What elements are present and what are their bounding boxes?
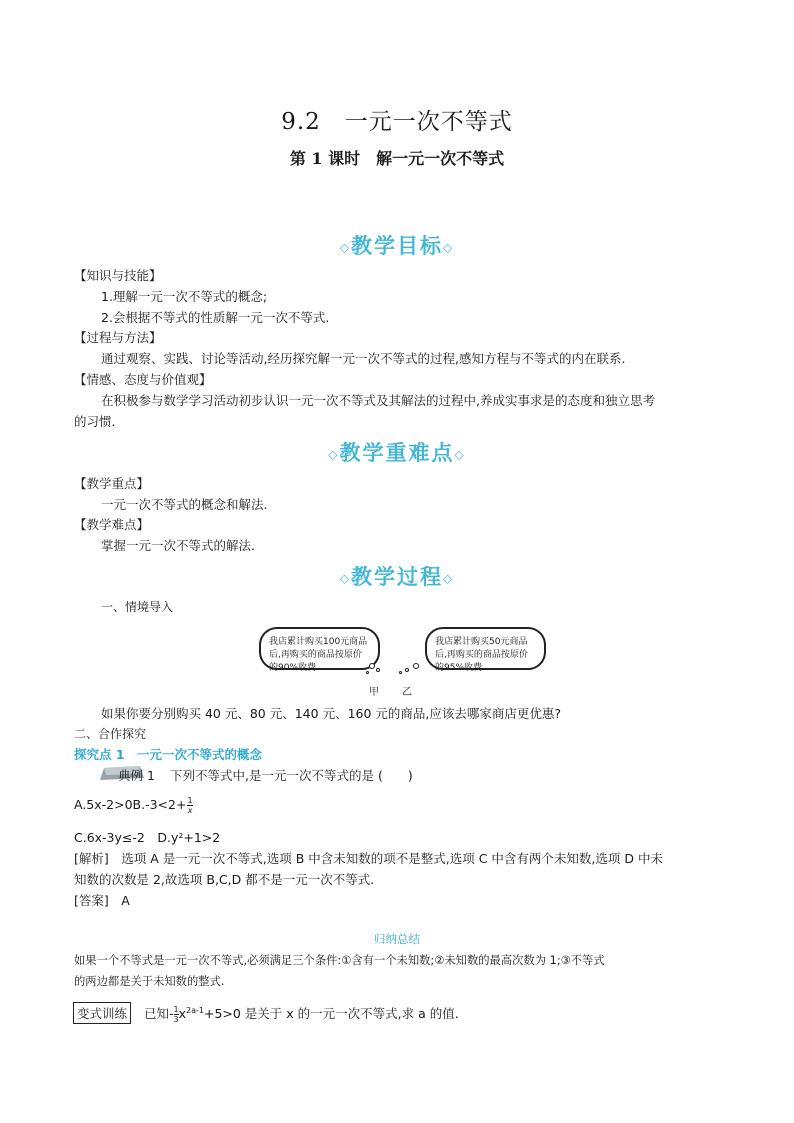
summary-line-1: 如果一个不等式是一元一次不等式,必须满足三个条件:①含有一个未知数;②未知数的最高次数为 1;③不等式	[74, 954, 605, 967]
answer-value: A	[121, 893, 130, 908]
section-process	[0, 561, 794, 591]
thought-dot	[405, 668, 409, 672]
summary-title: 归纳总结	[374, 932, 420, 946]
explore-point-title: 探究点 1 一元一次不等式的概念	[74, 747, 263, 762]
label-jia: 甲	[369, 687, 379, 698]
analysis-line-1	[74, 849, 663, 867]
diamond-icon: ◇	[443, 571, 455, 586]
section-objectives	[0, 230, 794, 260]
step-cooperative: 二、合作探究	[74, 727, 147, 741]
emotion-label: 【情感、态度与价值观】	[74, 372, 212, 387]
variant-text-pre: 已知-	[144, 1006, 174, 1021]
speech-bubble-right: 我店累计购买50元商品后,再购买的商品按原价的95%收费.	[425, 627, 546, 670]
variant-training-tag: 变式训练	[73, 1002, 131, 1024]
thought-dot	[366, 671, 369, 674]
label-yi: 乙	[402, 687, 412, 698]
fraction-denominator: 3	[173, 1015, 179, 1024]
section-key-points	[0, 437, 794, 467]
option-c-d: C.6x-3y≤-2 D.y²+1>2	[74, 830, 221, 845]
section-objectives-label: 教学目标	[351, 233, 443, 258]
analysis-label: [解析]	[74, 851, 109, 866]
section-key-points-label: 教学重难点	[339, 440, 455, 465]
knowledge-item-2: 2.会根据不等式的性质解一元一次不等式.	[101, 310, 330, 325]
speech-bubble-left: 我店累计购买100元商品后,再购买的商品按原价的90%收费.	[259, 627, 380, 670]
diamond-icon: ◇	[339, 240, 351, 255]
thought-dot	[376, 668, 380, 672]
thought-dot	[413, 663, 419, 669]
variant-question	[144, 1004, 459, 1024]
emotion-text-line-1: 在积极参与数学学习活动初步认识一元一次不等式及其解法的过程中,养成实事求是的态度和独立思考	[101, 393, 655, 408]
example-label: 典例 1	[118, 768, 155, 783]
process-method-text: 通过观察、实践、讨论等活动,经历探究解一元一次不等式的过程,感知方程与不等式的内在联系.	[101, 351, 626, 366]
option-a-b-text: A.5x-2>0B.-3<2+	[74, 797, 187, 812]
emotion-text-line-2: 的习惯.	[74, 414, 116, 429]
diamond-icon: ◇	[339, 571, 351, 586]
focus-text: 一元一次不等式的概念和解法.	[101, 497, 268, 512]
process-method-label: 【过程与方法】	[74, 330, 162, 345]
analysis-text-1: 选项 A 是一元一次不等式,选项 B 中含未知数的项不是整式,选项 C 中含有两个未知数,选项 D 中未	[121, 851, 663, 866]
fraction-numerator: 1	[173, 1005, 179, 1014]
fraction-numerator: 1	[187, 796, 193, 805]
difficulty-text: 掌握一元一次不等式的解法.	[101, 538, 255, 553]
diamond-icon: ◇	[328, 447, 340, 462]
fraction	[187, 796, 192, 815]
answer-label: [答案]	[74, 893, 109, 908]
diamond-icon: ◇	[454, 447, 466, 462]
thought-dot	[399, 671, 402, 674]
knowledge-item-1: 1.理解一元一次不等式的概念;	[101, 289, 268, 304]
variant-text-mid: x	[178, 1006, 187, 1021]
difficulty-label: 【教学难点】	[74, 517, 150, 532]
step-scenario: 一、情境导入	[101, 600, 174, 614]
lesson-subtitle: 第 1 课时 解一元一次不等式	[289, 149, 505, 168]
scenario-question: 如果你要分别购买 40 元、80 元、140 元、160 元的商品,应该去哪家商店更优惠?	[101, 706, 562, 721]
summary-line-2: 的两边都是关于未知数的整式.	[74, 975, 225, 988]
section-process-label: 教学过程	[351, 564, 443, 589]
answer-line	[74, 891, 130, 909]
knowledge-label: 【知识与技能】	[74, 268, 162, 283]
focus-label: 【教学重点】	[74, 476, 150, 491]
variant-text-post: +5>0 是关于 x 的一元一次不等式,求 a 的值.	[203, 1006, 459, 1021]
example-question: 下列不等式中,是一元一次不等式的是 ( )	[170, 768, 413, 783]
option-a-b	[74, 796, 193, 815]
analysis-line-2: 知数的次数是 2,故选项 B,C,D 都不是一元一次不等式.	[74, 872, 375, 887]
page-title: 9.2 一元一次不等式	[281, 109, 513, 135]
diamond-icon: ◇	[443, 240, 455, 255]
fraction-denominator: x	[187, 806, 193, 815]
variant-exponent: 2a-1	[186, 1005, 204, 1015]
thought-dot	[369, 663, 375, 669]
